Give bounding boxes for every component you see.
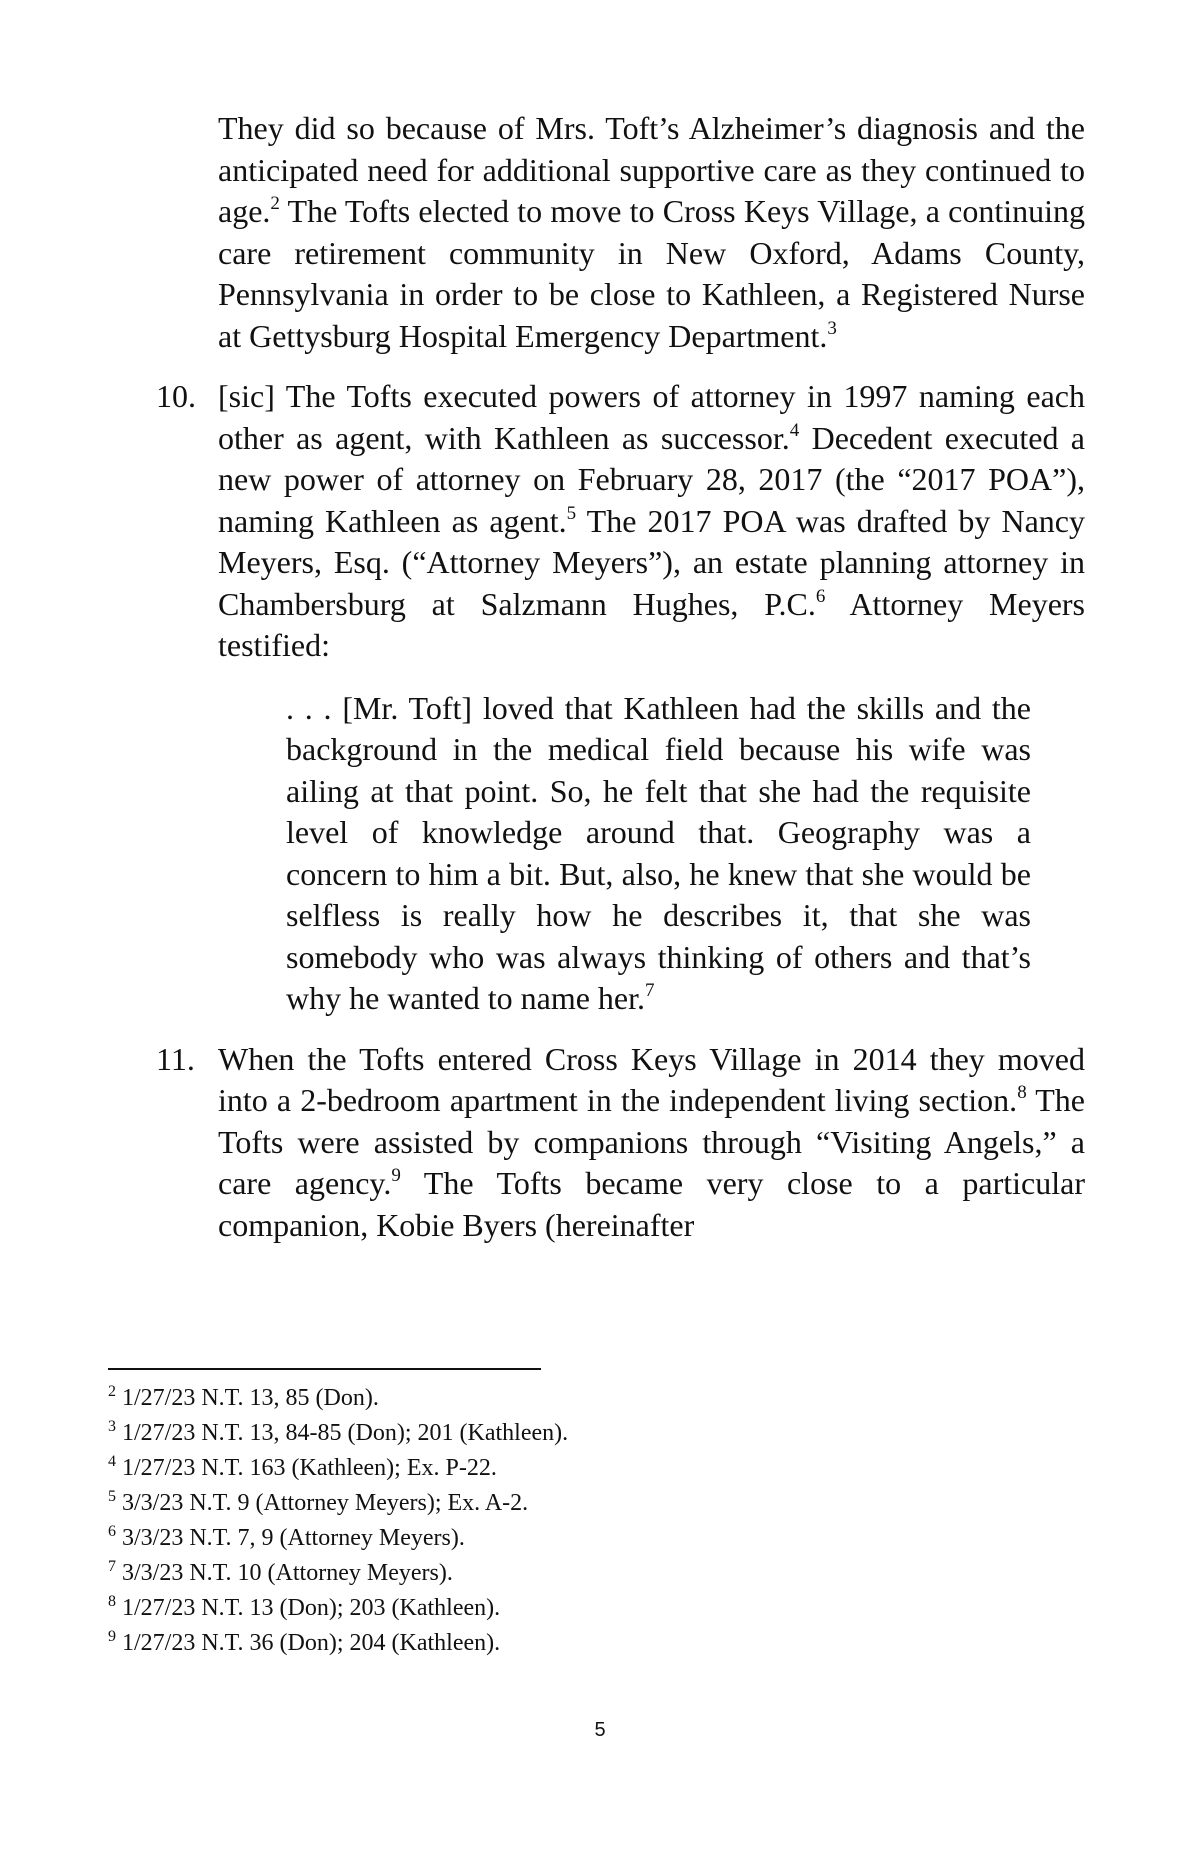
footnote-ref: 6 <box>815 585 826 607</box>
paragraph-continuation: They did so because of Mrs. Toft’s Alzheimer’s diagnosis and the anticipated need for additional supportive care as they continued to age.$^2$ The Tofts elected to move to Cross Keys Village, a continuing care retirement community in New Oxford, Adams County, Pennsylvania in order to be close to Kathleen, a Registered Nurse at Gettysburg Hospital Emergency Department.$^3$ <box>218 110 1085 354</box>
paragraph-text: When the Tofts entered Cross Keys Village in 2014 they moved into a 2-bedroom apartment in the independent living section.$^8$ The Tofts were assisted by companions through “Visiting Angels,” a care agency.$^9$ The Tofts became very close to a particular companion, Kobie Byers (hereinafter <box>218 1040 1086 1243</box>
footnote-ref: 3 <box>827 317 837 339</box>
footnote-ref: 4 <box>789 419 800 441</box>
paragraph-text: [sic] The Tofts executed powers of attorney in 1997 naming each other as agent, with Kathleen as successor.$^4$ Decedent executed a new power of attorney on February 28, 2017 (the “2017 POA”), naming Kathleen as agent.$^5$ The 2017 POA was drafted by Nancy Meyers, Esq. (“Attorney Meyers”), an estate planning attorney in Chambersburg at Salzmann Hughes, P.C.$^6$ Attorney Meyers testified: <box>218 378 1086 663</box>
paragraph-number: 11. <box>156 1040 195 1077</box>
paragraph-10 <box>156 376 1086 667</box>
footnote-ref: 5 <box>566 502 577 524</box>
footnote: $^8$ 1/27/23 N.T. 13 (Don); 203 (Kathleen). <box>108 1593 501 1621</box>
footnote: $^6$ 3/3/23 N.T. 7, 9 (Attorney Meyers). <box>108 1523 465 1551</box>
footnote-divider <box>108 1368 541 1370</box>
footnote: $^7$ 3/3/23 N.T. 10 (Attorney Meyers). <box>108 1558 453 1586</box>
footnote: $^9$ 1/27/23 N.T. 36 (Don); 204 (Kathleen). <box>108 1628 501 1656</box>
footnotes <box>108 1381 568 1661</box>
footnote-ref: 2 <box>270 193 280 214</box>
footnote-ref: 7 <box>645 980 655 1001</box>
footnote-ref: 8 <box>1017 1082 1027 1103</box>
paragraph-11 <box>156 1039 1086 1247</box>
page-number: 5 <box>594 1719 606 1741</box>
block-quote: . . . [Mr. Toft] loved that Kathleen had the skills and the background in the medical field because his wife was ailing at that point. So, he felt that she had the requisite level of knowledge around that. Geography was a concern to him a bit. But, also, he knew that she would be selfless is really how he describes it, that she was somebody who was always thinking of others and that’s why he wanted to name her.$^7$ <box>286 689 1031 1016</box>
footnote: $^4$ 1/27/23 N.T. 163 (Kathleen); Ex. P-22. <box>108 1453 497 1481</box>
footnote: $^2$ 1/27/23 N.T. 13, 85 (Don). <box>108 1383 379 1411</box>
paragraph-number: 10. <box>156 378 196 414</box>
footnote: $^5$ 3/3/23 N.T. 9 (Attorney Meyers); Ex. A-2. <box>108 1488 529 1516</box>
footnote-ref: 9 <box>391 1165 401 1186</box>
footnote: $^3$ 1/27/23 N.T. 13, 84-85 (Don); 201 (Kathleen). <box>108 1418 569 1446</box>
body-text <box>156 108 1086 1246</box>
